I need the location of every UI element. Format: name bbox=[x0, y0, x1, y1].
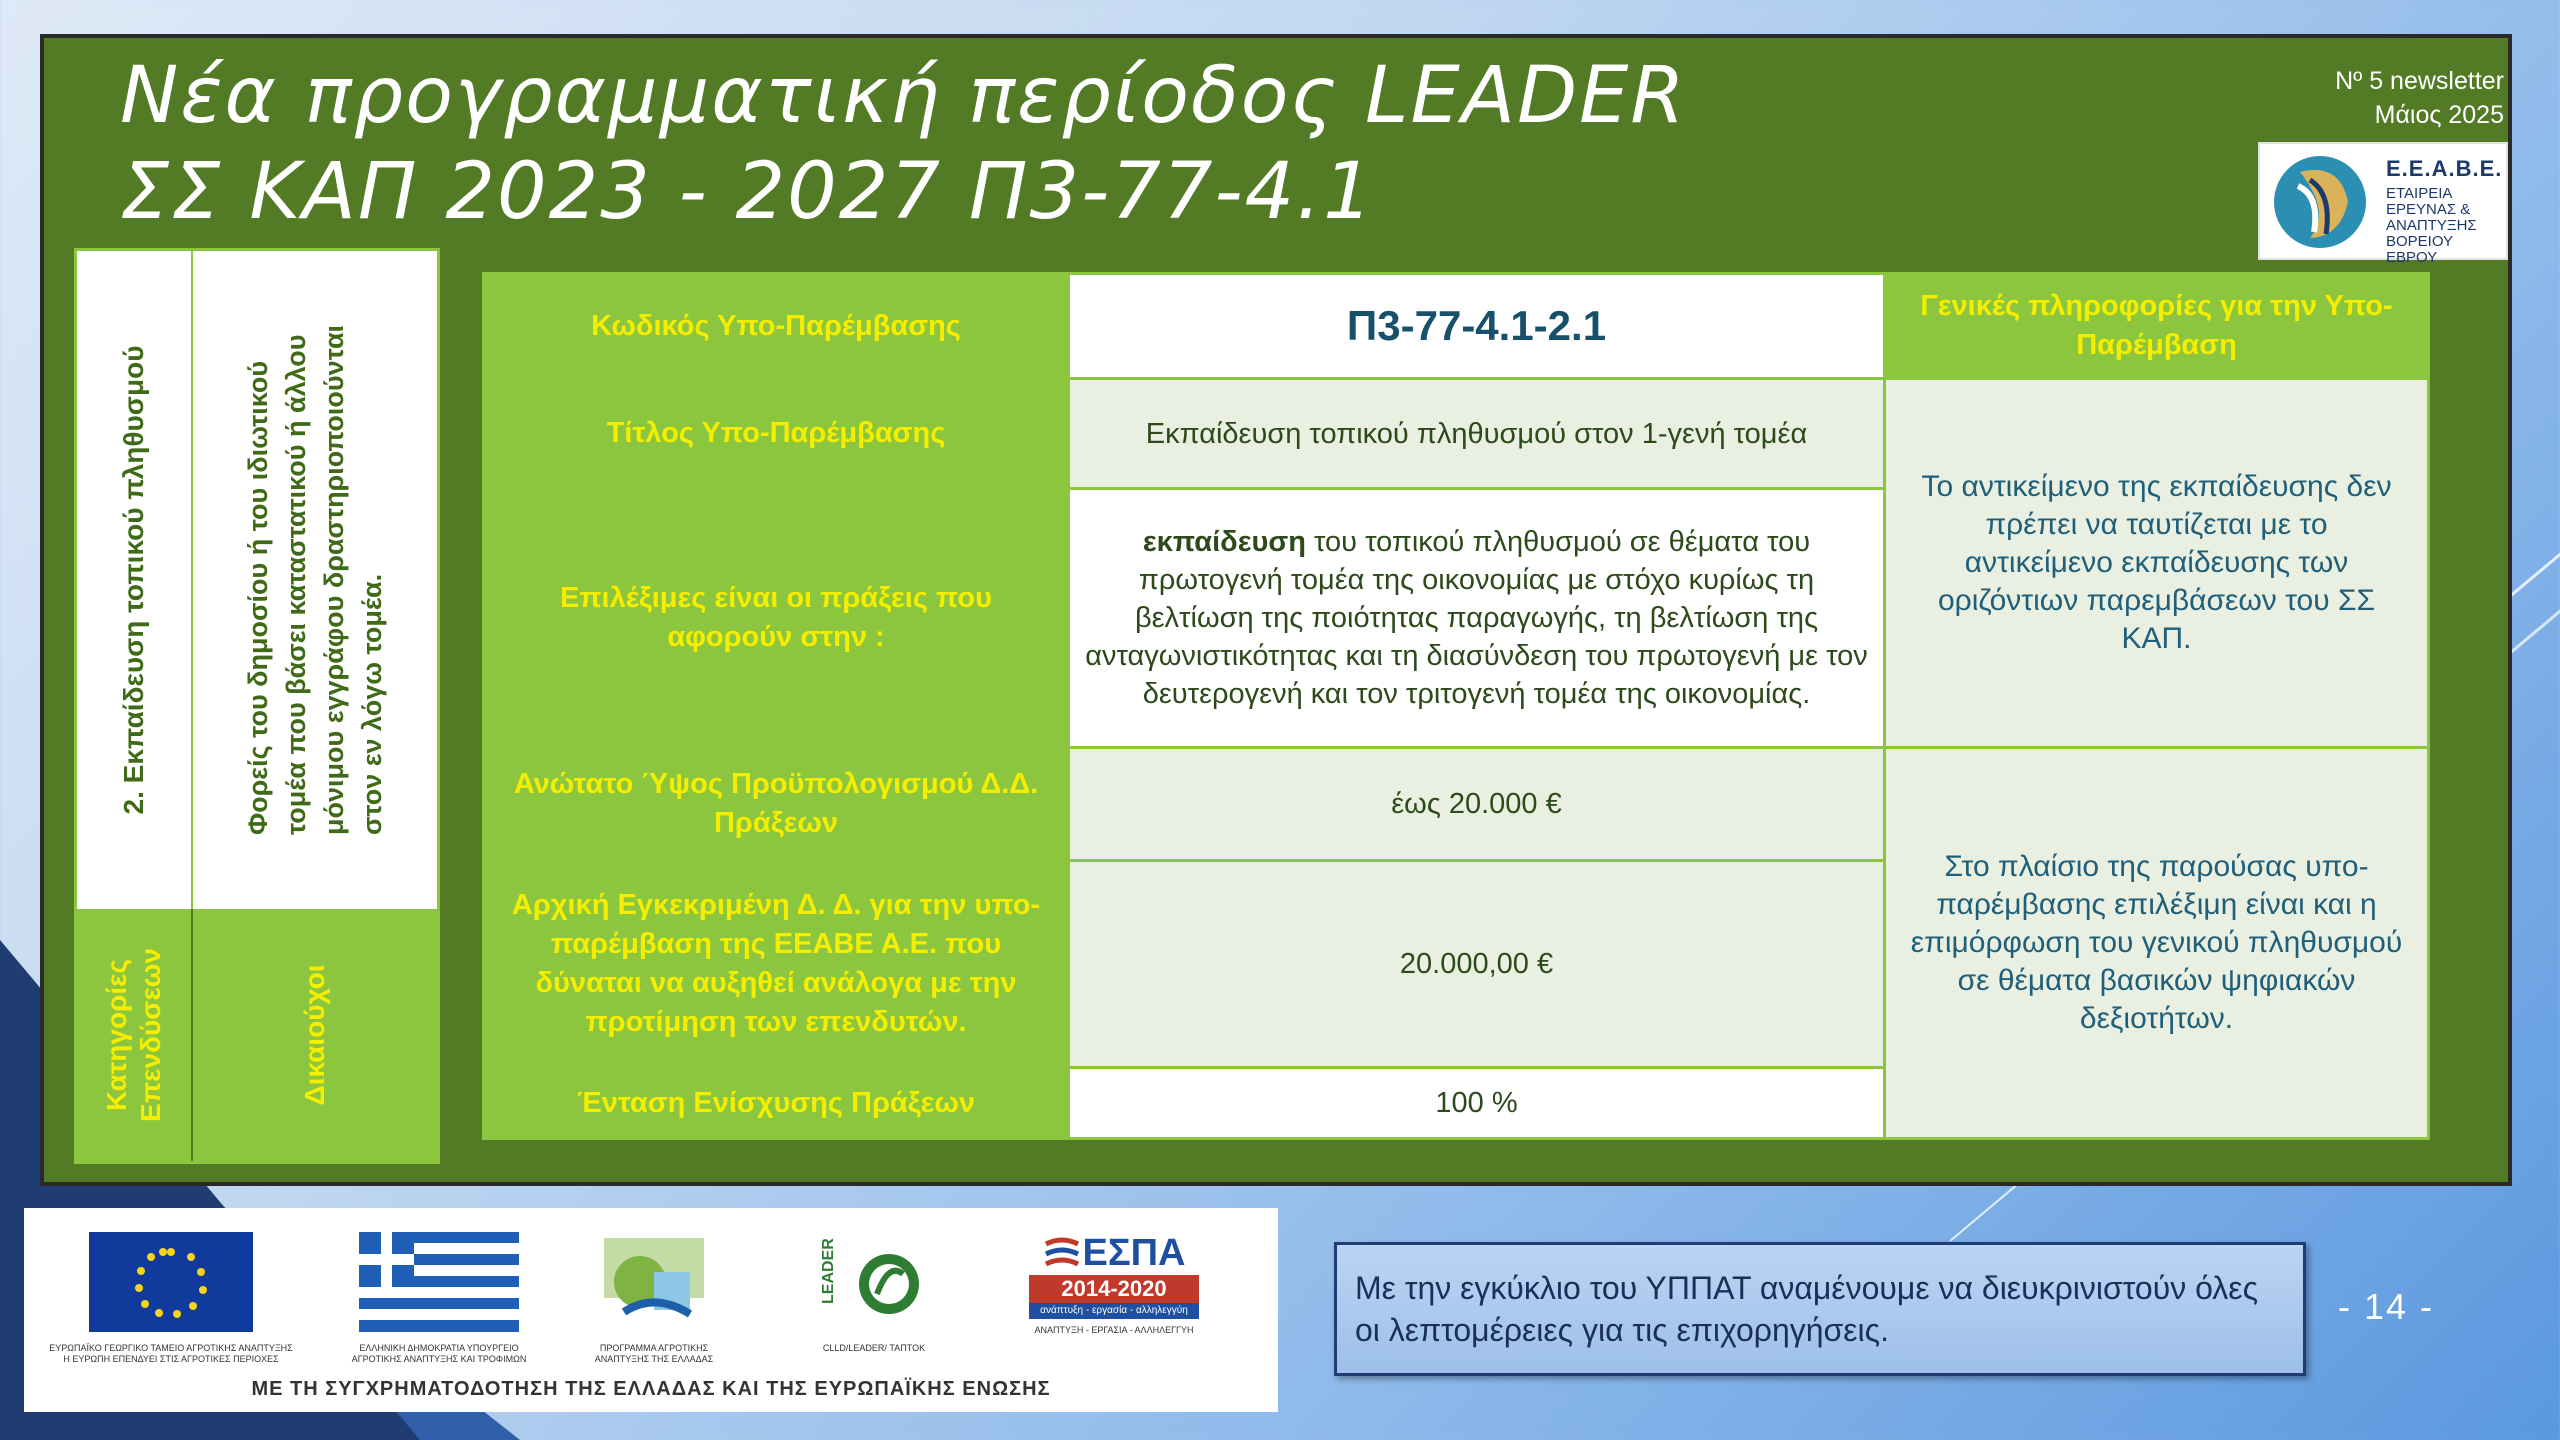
newsletter-date: Μάιος 2025 bbox=[2374, 101, 2504, 129]
espa-years: 2014-2020 bbox=[1029, 1275, 1199, 1303]
newsletter-info bbox=[2335, 64, 2504, 132]
leader-logo-text: LEADER bbox=[820, 1238, 837, 1304]
pagr-logo bbox=[584, 1232, 724, 1365]
leader-logo bbox=[804, 1232, 944, 1354]
logo-caption: CLLD/LEADER/ ΤΑΠΤΟΚ bbox=[822, 1343, 926, 1353]
budget-value: έως 20.000 € bbox=[1070, 749, 1883, 859]
eu-logo bbox=[46, 1232, 296, 1365]
espa-block bbox=[1029, 1232, 1199, 1319]
info-header: Γενικές πληροφορίες για την Υπο-Παρέμβαση bbox=[1886, 275, 2427, 377]
logo-caption: ΕΥΡΩΠΑΪΚΟ ΓΕΩΡΓΙΚΟ ΤΑΜΕΙΟ ΑΓΡΟΤΙΚΗΣ ΑΝΑΠΤΥΞΗΣ Η ΕΥΡΩΠΗ ΕΠΕΝΔΥΕΙ ΣΤΙΣ ΑΓΡΟΤΙΚΕΣ ΠΕΡΙΟΧΕΣ bbox=[49, 1343, 293, 1364]
code-label: Κωδικός Υπο-Παρέμβασης bbox=[485, 275, 1067, 377]
eligible-rest: του τοπικού πληθυσμού σε θέματα του πρωτογενή τομέα της οικονομίας με στόχο κυρίως τη βελτίωση της ποιότητας παραγωγής, τη βελτίωση της ανταγωνιστικότητας και τη διασύνδεση του πρωτογενή με τον δευτερογενή και τον τριτογενή τομέα της οικονομίας. bbox=[1085, 526, 1868, 710]
eeabe-logo bbox=[2258, 142, 2508, 266]
beneficiaries-header-cell bbox=[193, 909, 437, 1161]
category-cell bbox=[77, 251, 193, 909]
beneficiaries-header: Δικαιούχοι bbox=[299, 964, 330, 1106]
category-header-line: Επενδύσεων bbox=[135, 948, 166, 1122]
espa-title: ΕΣΠΑ bbox=[1082, 1232, 1186, 1274]
info-text-1: Το αντικείμενο της εκπαίδευσης δεν πρέπει να ταυτίζεται με το αντικείμενο εκπαίδευσης των οριζόντιων παρεμβάσεων του ΣΣ ΚΑΠ. bbox=[1886, 380, 2427, 746]
sub-intervention-table bbox=[482, 272, 2430, 1140]
code-value: Π3-77-4.1-2.1 bbox=[1070, 275, 1883, 377]
eligible-bold: εκπαίδευση bbox=[1142, 526, 1306, 558]
category-text: 2. Εκπαίδευση τοπικού πληθυσμού bbox=[118, 345, 149, 815]
intensity-label: Ένταση Ενίσχυσης Πράξεων bbox=[485, 1069, 1067, 1137]
greek-logo bbox=[344, 1232, 534, 1365]
pagr-logo-icon bbox=[594, 1232, 714, 1332]
budget-label: Ανώτατο Ύψος Προϋπολογισμού Δ.Δ. Πράξεων bbox=[485, 749, 1067, 859]
logo-caption: ΑΝΑΠΤΥΞΗ - ΕΡΓΑΣΙΑ - ΑΛΛΗΛΕΓΓΥΗ bbox=[1034, 1325, 1194, 1335]
greek-flag-icon bbox=[359, 1232, 519, 1332]
info-text-2: Στο πλαίσιο της παρούσας υπο-παρέμβασης επιλέξιμη είναι και η επιμόρφωση του γενικού πληθυσμού σε θέματα βασικών ψηφιακών δεξιοτήτων. bbox=[1886, 749, 2427, 1137]
beneficiaries-line: μόνιμου εγγράφου δραστηριοποιούνται bbox=[319, 324, 349, 836]
espa-swoosh-icon bbox=[1042, 1234, 1082, 1274]
category-header bbox=[100, 948, 168, 1122]
logo-caption: ΕΛΛΗΝΙΚΗ ΔΗΜΟΚΡΑΤΙΑ ΥΠΟΥΡΓΕΙΟ ΑΓΡΟΤΙΚΗΣ ΑΝΑΠΤΥΞΗΣ ΚΑΙ ΤΡΟΦΙΜΩΝ bbox=[351, 1343, 527, 1364]
intensity-value: 100 % bbox=[1070, 1069, 1883, 1137]
beneficiaries-cell bbox=[193, 251, 437, 909]
title-line-1: Νέα προγραμματική περίοδος LEADER bbox=[120, 51, 1687, 141]
cofunding-text: ΜΕ ΤΗ ΣΥΓΧΡΗΜΑΤΟΔΟΤΗΣΗ ΤΗΣ ΕΛΛΑΔΑΣ ΚΑΙ ΤΗΣ ΕΥΡΩΠΑΪΚΗΣ ΕΝΩΣΗΣ bbox=[251, 1378, 1051, 1400]
logo-caption: ΠΡΟΓΡΑΜΜΑ ΑΓΡΟΤΙΚΗΣ ΑΝΑΠΤΥΞΗΣ ΤΗΣ ΕΛΛΑΔΑΣ bbox=[594, 1343, 714, 1364]
eeabe-emblem-icon bbox=[2270, 152, 2370, 252]
eu-flag-icon bbox=[89, 1232, 253, 1332]
category-box bbox=[74, 248, 440, 1164]
espa-tagline: ανάπτυξη - εργασία - αλληλεγγύη bbox=[1029, 1303, 1199, 1319]
approved-value: 20.000,00 € bbox=[1070, 862, 1883, 1066]
title-label: Τίτλος Υπο-Παρέμβασης bbox=[485, 380, 1067, 487]
beneficiaries-text bbox=[239, 325, 391, 835]
title-value: Εκπαίδευση τοπικού πληθυσμού στον 1-γενή τομέα bbox=[1070, 380, 1883, 487]
beneficiaries-line: τομέα που βάσει καταστατικού ή άλλου bbox=[281, 334, 311, 836]
category-header-cell bbox=[77, 909, 193, 1161]
eligible-text bbox=[1084, 523, 1869, 713]
logo-subtitle: ΕΤΑΙΡΕΙΑ ΕΡΕΥΝΑΣ & ΑΝΑΠΤΥΞΗΣ ΒΟΡΕΙΟΥ ΕΒΡΟΥ bbox=[2386, 185, 2477, 266]
logo-name: Ε.Ε.Α.Β.Ε. bbox=[2386, 156, 2503, 181]
title-line-2: ΣΣ ΚΑΠ 2023 - 2027 Π3-77-4.1 bbox=[120, 147, 1375, 237]
beneficiaries-line: στον εν λόγω τομέα. bbox=[357, 573, 387, 836]
espa-title-row bbox=[1029, 1232, 1199, 1275]
espa-logo bbox=[1014, 1232, 1214, 1336]
eligible-value bbox=[1070, 490, 1883, 746]
note-box: Με την εγκύκλιο του ΥΠΠΑΤ αναμένουμε να διευκρινιστούν όλες οι λεπτομέρειες για τις επιχορηγήσεις. bbox=[1334, 1242, 2306, 1376]
approved-label: Αρχική Εγκεκριμένη Δ. Δ. για την υπο-παρέμβαση της ΕΕΑΒΕ Α.Ε. που δύναται να αυξηθεί ανάλογα με την προτίμηση των επενδυτών. bbox=[485, 862, 1067, 1066]
category-header-line: Κατηγορίες bbox=[101, 958, 132, 1112]
slide-title bbox=[120, 48, 1720, 240]
eligible-label: Επιλέξιμες είναι οι πράξεις που αφορούν στην : bbox=[485, 490, 1067, 746]
leader-logo-icon bbox=[819, 1232, 929, 1332]
funding-logos-bar bbox=[24, 1208, 1278, 1412]
page-number: - 14 - bbox=[2338, 1286, 2435, 1327]
newsletter-issue: Nº 5 newsletter bbox=[2335, 67, 2504, 95]
beneficiaries-line: Φορείς του δημοσίου ή του ιδιωτικού bbox=[243, 360, 273, 836]
